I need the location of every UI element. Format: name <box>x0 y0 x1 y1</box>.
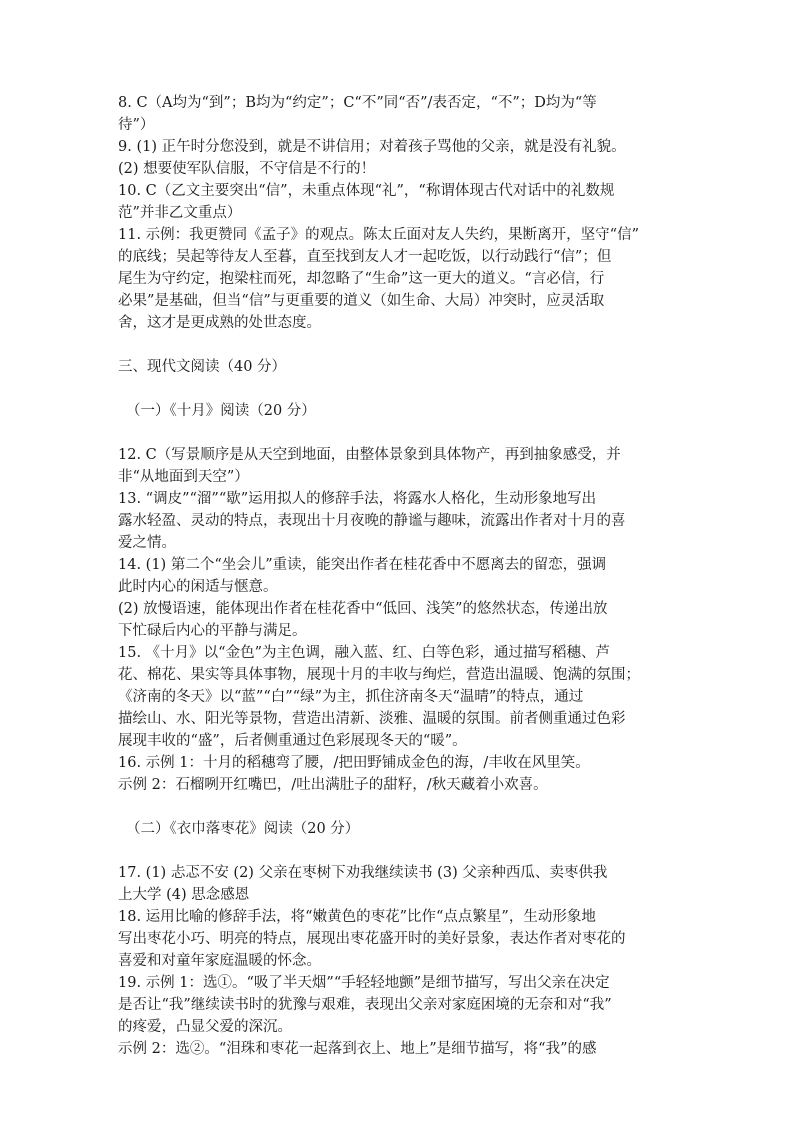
text-line: 是否让“我”继续读书时的犹豫与艰难，表现出父亲对家庭困境的无奈和对“我” <box>118 997 612 1013</box>
text-line: 11. 示例：我更赞同《孟子》的观点。陈太丘面对友人失约，果断离开，坚守“信” <box>118 227 639 243</box>
text-line: 舍，这才是更成熟的处世态度。 <box>118 315 321 331</box>
text-line: 露水轻盈、灵动的特点，表现出十月夜晚的静谧与趣味，流露出作者对十月的喜 <box>118 513 626 529</box>
blank-line <box>118 334 686 356</box>
text-line: 非“从地面到天空”） <box>118 469 249 485</box>
text-line: 示例 2：选②。“泪珠和枣花一起落到衣上、地上”是细节描写，将“我”的感 <box>118 1041 597 1057</box>
text-line: 9. (1) 正午时分您没到，就是不讲信用；对着孩子骂他的父亲，就是没有礼貌。 <box>118 139 626 155</box>
subsection-heading: （二）《衣巾落枣花》阅读（20 分） <box>126 821 360 837</box>
text-line: 的疼爱，凸显父爱的深沉。 <box>118 1019 292 1035</box>
text-line: 待”） <box>118 117 155 133</box>
text-line: 18. 运用比喻的修辞手法，将“嫩黄色的枣花”比作“点点繁星”，生动形象地 <box>118 909 596 925</box>
text-line: 喜爱和对童年家庭温暖的怀念。 <box>118 953 321 969</box>
subsection-heading: （一）《十月》阅读（20 分） <box>126 403 316 419</box>
text-line: 范”并非乙文重点） <box>118 205 242 221</box>
text-line: 此时内心的闲适与惬意。 <box>118 579 278 595</box>
text-line: 示例 2：石榴咧开红嘴巴，/吐出满肚子的甜籽，/秋天藏着小欢喜。 <box>118 777 548 793</box>
text-line: 展现丰收的“盛”，后者侧重通过色彩展现冬天的“暖”。 <box>118 733 467 749</box>
text-line: 10. C（乙文主要突出“信”，未重点体现“礼”，“称谓体现古代对话中的礼数规 <box>118 183 615 199</box>
text-line: 下忙碌后内心的平静与满足。 <box>118 623 307 639</box>
text-line: 花、棉花、果实等具体事物，展现十月的丰收与绚烂，营造出温暖、饱满的氛围； <box>118 667 640 683</box>
blank-line <box>118 796 686 818</box>
text-line: 爱之情。 <box>118 535 176 551</box>
section-heading: 三、现代文阅读（40 分） <box>118 359 287 375</box>
text-line: 《济南的冬天》以“蓝”“白”“绿”为主，抓住济南冬天“温晴”的特点，通过 <box>118 689 584 705</box>
text-line: 必果”是基础，但当“信”与更重要的道义（如生命、大局）冲突时，应灵活取 <box>118 293 605 309</box>
text-line: 上大学 (4) 思念感恩 <box>118 887 250 903</box>
text-line: 写出枣花小巧、明亮的特点，展现出枣花盛开时的美好景象，表达作者对枣花的 <box>118 931 626 947</box>
blank-line <box>118 422 686 444</box>
blank-line <box>118 840 686 862</box>
text-line: 17. (1) 忐忑不安 (2) 父亲在枣树下劝我继续读书 (3) 父亲种西瓜、卖枣供我 <box>118 865 608 881</box>
text-line: (2) 想要使军队信服，不守信是不行的！ <box>118 161 376 177</box>
text-line: 的底线；吴起等待友人至暮，直至找到友人才一起吃饭，以行动践行“信”；但 <box>118 249 612 265</box>
text-line: 15. 《十月》以“金色”为主色调，融入蓝、红、白等色彩，通过描写稻穗、芦 <box>118 645 610 661</box>
text-line: 16. 示例 1：十月的稻穗弯了腰，/把田野铺成金色的海，/丰收在风里笑。 <box>118 755 590 771</box>
text-line: 8. C（A均为“到”；B均为“约定”；C“不”同“否”/表否定，“不”；D均为“等 <box>118 95 597 111</box>
blank-line <box>118 378 686 400</box>
text-line: (2) 放慢语速，能体现出作者在桂花香中“低回、浅笑”的悠然状态，传递出放 <box>118 601 608 617</box>
answer-text <box>118 92 686 1060</box>
text-line: 19. 示例 1：选①。“吸了半天烟”“手轻轻地颤”是细节描写，写出父亲在决定 <box>118 975 610 991</box>
text-line: 12. C（写景顺序是从天空到地面，由整体景象到具体物产，再到抽象感受，并 <box>118 447 621 463</box>
text-line: 14. (1) 第二个“坐会儿”重读，能突出作者在桂花香中不愿离去的留恋，强调 <box>118 557 607 573</box>
text-line: 描绘山、水、阳光等景物，营造出清新、淡雅、温暖的氛围。前者侧重通过色彩 <box>118 711 626 727</box>
text-line: 13. “调皮”“溜”“歇”运用拟人的修辞手法，将露水人格化，生动形象地写出 <box>118 491 597 507</box>
text-line: 尾生为守约定，抱梁柱而死，却忽略了“生命”这一更大的道义。“言必信，行 <box>118 271 605 287</box>
